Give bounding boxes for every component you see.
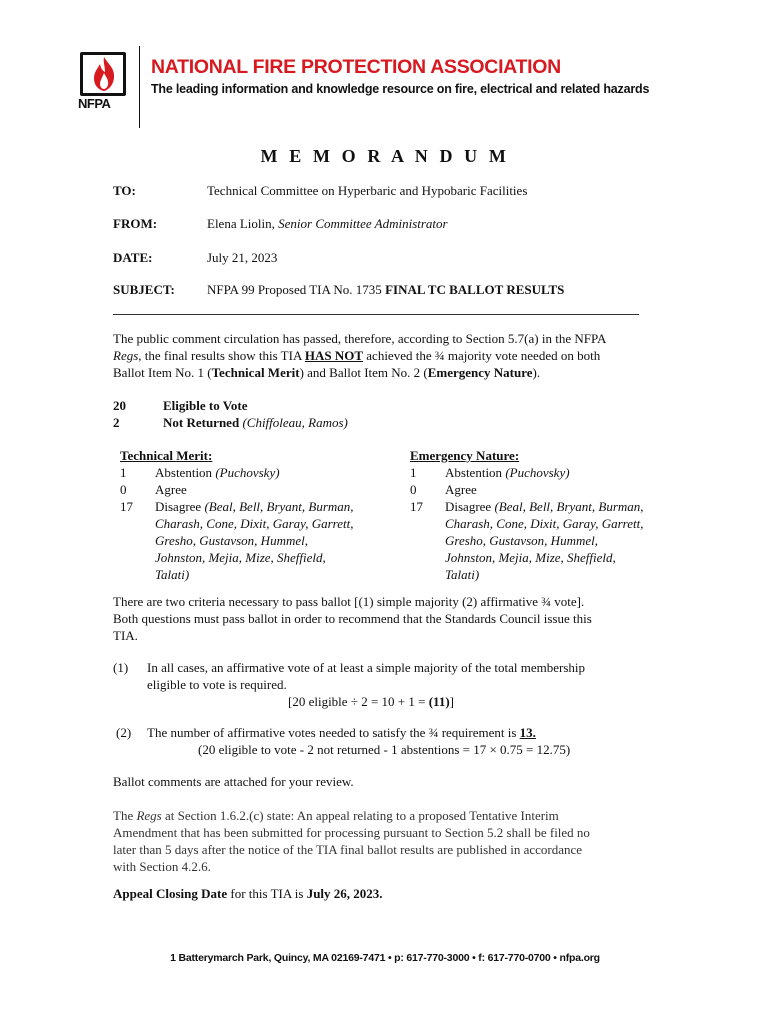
tm-disagree-line-1 [155,498,354,515]
en-disagree-row [410,498,644,583]
from-title: Senior Committee Administrator [278,216,448,231]
nfpa-logo [78,50,132,112]
eligible-row [113,397,348,414]
appeal-closing [113,885,653,902]
subject-plain: NFPA 99 Proposed TIA No. 1735 [207,282,382,297]
en-disagree-names-2: Charash, Cone, Dixit, Garay, Garrett, [445,516,644,531]
criterion-2-text: The number of affirmative votes needed to satisfy the ¾ requirement is [147,725,517,740]
en-disagree-names-3: Gresho, Gustavson, Hummel, [445,533,598,548]
en-agree-row [410,481,644,498]
en-agree-label: Agree [445,482,477,497]
technical-merit-ref: Technical Merit [211,365,300,380]
en-abstention-label: Abstention [445,465,503,480]
intro-paragraph [113,330,653,381]
intro-text-d: ) and Ballot Item No. 2 ( [299,365,428,380]
tm-abstention-row [120,464,354,481]
criterion-1-line-2: eligible to vote is required. [147,677,287,692]
criterion-1-line-1: In all cases, an affirmative vote of at least a simple majority of the total membership [147,660,586,675]
intro-line-1: The public comment circulation has passed, therefore, according to Section 5.7(a) in the NFPA [113,331,607,346]
footer-address: 1 Batterymarch Park, Quincy, MA 02169-7471 • p: 617-770-3000 • f: 617-770-0700 • nfpa.org [170,952,600,964]
to-value: Technical Committee on Hyperbaric and Hypobaric Facilities [207,183,528,198]
tm-abstention-label: Abstention [155,465,213,480]
memo-title: M E M O R A N D U M [260,146,510,166]
tm-disagree-names-4: Johnston, Mejia, Mize, Sheffield, [155,550,326,565]
technical-merit-results [120,447,354,583]
criterion-2-calc: (20 eligible to vote - 2 not returned - 1 abstentions = 17 × 0.75 = 12.75) [198,742,571,757]
appeal-line-3: later than 5 days after the notice of the TIA final ballot results are published in accordance [113,842,583,857]
appeal-regs-ref: Regs [136,808,162,823]
not-returned-names: (Chiffoleau, Ramos) [242,415,348,430]
from-label: FROM: [113,216,158,231]
tm-disagree-count: 17 [120,499,133,514]
eligibility-block [113,397,348,431]
tm-agree-label: Agree [155,482,187,497]
tm-disagree-names-3: Gresho, Gustavson, Hummel, [155,533,308,548]
en-disagree-line-1 [445,498,644,515]
not-returned-count: 2 [113,415,120,430]
org-name: NATIONAL FIRE PROTECTION ASSOCIATION [151,56,561,78]
en-disagree-names-4: Johnston, Mejia, Mize, Sheffield, [445,550,616,565]
tm-disagree-text [155,498,354,583]
tm-disagree-label: Disagree [155,499,202,514]
emergency-nature-results [410,447,644,583]
en-disagree-names-5: Talati) [445,567,480,582]
flame-icon [90,56,118,92]
calc-1-result: (11) [428,694,450,709]
tm-agree-row [120,481,354,498]
not-returned-row [113,414,348,431]
tm-abstention-names: (Puchovsky) [215,465,280,480]
appeal-line-4: with Section 4.2.6. [113,859,211,874]
intro-text-c: Ballot Item No. 1 ( [113,365,212,380]
tm-disagree-names-2: Charash, Cone, Dixit, Garay, Garrett, [155,516,354,531]
criterion-2-line-1 [147,724,653,741]
en-disagree-count: 17 [410,499,423,514]
eligible-count: 20 [113,398,126,413]
appeal-text-b: at Section 1.6.2.(c) state: An appeal relating to a proposed Tentative Interim [165,808,559,823]
closing-label: Appeal Closing Date [113,886,228,901]
appeal-text-a: The [113,808,134,823]
criteria-line-3: TIA. [113,628,138,643]
from-value [207,216,448,232]
date-value: July 21, 2023 [207,250,278,265]
en-abstention-names: (Puchovsky) [505,465,570,480]
comments-note: Ballot comments are attached for your review. [113,774,354,789]
closing-date: July 26, 2023. [306,886,383,901]
logo-wordmark: NFPA [78,96,111,111]
en-abstention-row [410,464,644,481]
en-disagree-text [445,498,644,583]
intro-text-e: ). [532,365,541,380]
emergency-nature-ref: Emergency Nature [427,365,533,380]
tm-abstention-text [155,464,280,481]
tm-agree-count: 0 [120,482,127,497]
regs-ref: Regs [113,348,139,363]
subject-bold: FINAL TC BALLOT RESULTS [385,282,565,297]
subject-label: SUBJECT: [113,282,175,297]
appeal-paragraph [113,807,653,875]
intro-line-3 [113,364,653,381]
en-abstention-text [445,464,570,481]
tm-disagree-names-1: (Beal, Bell, Bryant, Burman, [204,499,354,514]
date-label: DATE: [113,250,153,265]
from-name: Elena Liolin, [207,216,275,231]
en-disagree-label: Disagree [445,499,492,514]
calc-1-text: [20 eligible ÷ 2 = 10 + 1 = [288,694,426,709]
appeal-closing-line [113,885,653,902]
has-not-emphasis: HAS NOT [304,348,364,363]
not-returned-label: Not Returned [163,415,240,430]
intro-line-2 [113,347,653,364]
criterion-1-calc [288,693,653,710]
appeal-line-2: Amendment that has been submitted for processing pursuant to Section 5.2 shall be filed no [113,825,590,840]
en-agree-count: 0 [410,482,417,497]
criteria-line-1: There are two criteria necessary to pass ballot [(1) simple majority (2) affirmative ¾ vote]. [113,594,585,609]
intro-text-a: , the final results show this TIA [138,348,302,363]
criterion-1-number: (1) [113,660,129,675]
tm-disagree-row [120,498,354,583]
en-disagree-names-1: (Beal, Bell, Bryant, Burman, [494,499,644,514]
closing-middle: for this TIA is [230,886,304,901]
technical-merit-heading: Technical Merit: [120,448,213,463]
en-abstention-count: 1 [410,465,417,480]
org-tagline: The leading information and knowledge resource on fire, electrical and related hazards [151,82,650,96]
header-rule [113,314,639,315]
tm-disagree-names-5: Talati) [155,567,190,582]
subject-value [207,282,564,298]
criterion-1 [113,659,653,710]
calc-1-close: ] [449,694,454,709]
emergency-nature-heading: Emergency Nature: [410,448,520,463]
tm-abstention-count: 1 [120,465,127,480]
criterion-2-result: 13. [519,725,536,740]
appeal-line-1 [113,807,653,824]
eligible-label: Eligible to Vote [163,398,248,413]
criteria-paragraph [113,593,653,644]
to-label: TO: [113,183,136,198]
intro-text-b: achieved the ¾ majority vote needed on both [366,348,601,363]
criterion-2 [113,724,653,758]
criterion-2-number: (2) [116,725,132,740]
header-divider [139,46,140,128]
criteria-line-2: Both questions must pass ballot in order to recommend that the Standards Council issue this [113,611,592,626]
